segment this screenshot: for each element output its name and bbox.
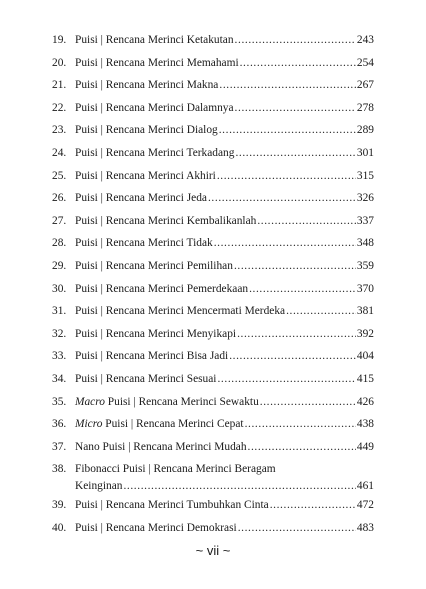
entry-title (75, 304, 285, 318)
entry-number: 38. (52, 463, 67, 476)
table-of-contents (52, 33, 374, 543)
entry-page-number: 254 (356, 56, 374, 69)
entry-number: 27. (52, 214, 67, 227)
toc-entry[interactable] (52, 56, 374, 79)
entry-title-text: Fibonacci Puisi | Rencana Merinci Beragam (75, 463, 276, 476)
entry-title (75, 521, 237, 535)
entry-number: 34. (52, 372, 67, 385)
entry-page-number: 278 (356, 101, 374, 114)
entry-title (75, 78, 218, 92)
toc-entry[interactable] (52, 191, 374, 214)
entry-number: 40. (52, 521, 67, 534)
entry-number: 21. (52, 79, 67, 92)
entry-title-prefix: Micro (75, 418, 103, 431)
entry-title (75, 259, 233, 273)
toc-entry[interactable] (52, 78, 374, 101)
entry-page-number: 315 (356, 169, 374, 182)
entry-page-number: 415 (356, 372, 374, 385)
dot-leader (235, 33, 356, 47)
entry-title-text: Puisi | Rencana Merinci Ketakutan (75, 34, 234, 46)
entry-page-number: 438 (356, 418, 374, 431)
entry-title-text: Puisi | Rencana Merinci Tidak (75, 237, 213, 250)
entry-title-text: Puisi | Rencana Merinci Jeda (75, 192, 207, 205)
entry-line-1 (75, 462, 374, 476)
entry-page-number: 472 (356, 499, 374, 512)
entry-title-text: Puisi | Rencana Merinci Terkadang (75, 146, 235, 159)
entry-title-text: Nano Puisi | Rencana Merinci Mudah (75, 440, 247, 453)
entry-line-2 (75, 479, 374, 493)
entry-title (75, 56, 239, 70)
entry-number: 23. (52, 124, 67, 137)
entry-body (75, 462, 374, 493)
entry-number: 24. (52, 146, 67, 159)
entry-page-number: 404 (356, 350, 374, 363)
entry-number: 26. (52, 192, 67, 205)
entry-number: 39. (52, 499, 67, 512)
dot-leader (219, 123, 356, 137)
toc-entry[interactable] (52, 123, 374, 146)
entry-number: 19. (52, 34, 67, 46)
entry-body (75, 282, 374, 296)
toc-entry[interactable] (52, 101, 374, 124)
entry-title (75, 146, 234, 160)
entry-body (75, 101, 374, 115)
entry-title-text: Puisi | Rencana Merinci Cepat (102, 418, 244, 431)
entry-title (75, 440, 247, 454)
entry-page-number: 426 (356, 395, 374, 408)
entry-body (75, 417, 374, 431)
entry-title-continuation: Keinginan (75, 480, 123, 493)
entry-number: 25. (52, 169, 67, 182)
entry-title-text: Puisi | Rencana Merinci Dialog (75, 124, 218, 137)
dot-leader (217, 372, 355, 386)
entry-body (75, 33, 374, 47)
toc-entry[interactable] (52, 146, 374, 169)
entry-title-text: Puisi | Rencana Merinci Kembalikanlah (75, 214, 257, 227)
dot-leader (229, 349, 356, 363)
entry-title-text: Puisi | Rencana Merinci Mencermati Merdeka (75, 305, 286, 318)
entry-title-text: Puisi | Rencana Merinci Demokrasi (75, 521, 237, 534)
entry-body (75, 327, 374, 341)
toc-entry[interactable] (52, 372, 374, 395)
toc-entry[interactable] (52, 395, 374, 418)
entry-page-number: 392 (356, 327, 374, 340)
entry-title (75, 372, 216, 386)
entry-title (75, 417, 244, 431)
entry-body (75, 214, 374, 228)
entry-title (75, 463, 276, 475)
entry-title (75, 191, 207, 205)
entry-title-text: Puisi | Rencana Merinci Bisa Jadi (75, 350, 229, 363)
entry-title (75, 236, 213, 250)
entry-title (75, 123, 218, 137)
toc-entry[interactable] (52, 498, 374, 521)
entry-title (75, 101, 234, 115)
entry-number: 29. (52, 259, 67, 272)
entry-number: 30. (52, 282, 67, 295)
entry-number: 20. (52, 56, 67, 69)
toc-entry[interactable] (52, 440, 374, 463)
toc-entry[interactable] (52, 521, 374, 544)
dot-leader (257, 214, 356, 228)
entry-body (75, 169, 374, 183)
entry-page-number: 381 (356, 305, 374, 318)
entry-title-text: Puisi | Rencana Merinci Tumbuhkan Cinta (75, 499, 269, 512)
entry-body (75, 146, 374, 160)
dot-leader (217, 169, 356, 183)
entry-body (75, 304, 374, 318)
dot-leader (235, 146, 355, 160)
toc-entry[interactable] (52, 282, 374, 305)
entry-title (75, 349, 228, 363)
entry-title (75, 395, 259, 409)
entry-page-number: 483 (356, 521, 374, 534)
dot-leader (249, 282, 356, 296)
entry-page-number: 267 (356, 79, 374, 92)
entry-body (75, 191, 374, 205)
entry-title (75, 498, 269, 512)
entry-title (75, 33, 234, 47)
dot-leader (248, 440, 356, 454)
entry-body (75, 123, 374, 137)
entry-number: 28. (52, 237, 67, 250)
entry-body (75, 521, 374, 535)
entry-title (75, 214, 256, 228)
toc-entry[interactable] (52, 417, 374, 440)
entry-page-number: 337 (356, 214, 374, 227)
entry-number: 37. (52, 440, 67, 453)
entry-title-text: Puisi | Rencana Merinci Sesuai (75, 372, 217, 385)
entry-body (75, 259, 374, 273)
entry-body (75, 372, 374, 386)
entry-body (75, 498, 374, 512)
entry-number: 33. (52, 350, 67, 363)
entry-page-number: 348 (356, 237, 374, 250)
entry-title-text: Puisi | Rencana Merinci Makna (75, 79, 219, 92)
entry-title-text: Puisi | Rencana Merinci Pemerdekaan (75, 282, 249, 295)
entry-title-prefix: Macro (75, 395, 105, 408)
dot-leader (235, 101, 356, 115)
entry-number: 22. (52, 101, 67, 114)
entry-number: 36. (52, 418, 67, 431)
dot-leader (237, 327, 356, 341)
toc-entry[interactable] (52, 259, 374, 282)
entry-title (75, 169, 216, 183)
entry-body (75, 56, 374, 70)
entry-page-number: 370 (356, 282, 374, 295)
dot-leader (219, 78, 356, 92)
entry-title-text: Puisi | Rencana Merinci Dalamnya (75, 101, 234, 114)
entry-title (75, 282, 248, 296)
dot-leader (240, 56, 356, 70)
entry-page-number: 449 (356, 440, 374, 453)
entry-page-number: 301 (356, 146, 374, 159)
entry-title-text: Puisi | Rencana Merinci Pemilihan (75, 259, 233, 272)
entry-page-number: 326 (356, 192, 374, 205)
toc-entry[interactable] (52, 462, 374, 498)
dot-leader (238, 521, 356, 535)
toc-entry[interactable] (52, 214, 374, 237)
toc-entry[interactable] (52, 349, 374, 372)
entry-page-number: 359 (356, 259, 374, 272)
entry-page-number: 243 (356, 34, 374, 46)
dot-leader (260, 395, 356, 409)
toc-entry[interactable] (52, 236, 374, 259)
entry-title-text: Puisi | Rencana Merinci Sewaktu (104, 395, 259, 408)
page-footer: ~ vii ~ (195, 543, 231, 558)
entry-page-number: 289 (356, 124, 374, 137)
entry-body (75, 78, 374, 92)
dot-leader (208, 191, 356, 205)
entry-number: 35. (52, 395, 67, 408)
entry-title-text: Puisi | Rencana Merinci Akhiri (75, 169, 216, 182)
dot-leader (245, 417, 356, 431)
toc-entry[interactable] (52, 169, 374, 192)
entry-body (75, 349, 374, 363)
entry-body (75, 236, 374, 250)
dot-leader (234, 259, 356, 273)
entry-title-text: Puisi | Rencana Merinci Memahami (75, 56, 239, 69)
entry-body (75, 395, 374, 409)
entry-title (75, 327, 236, 341)
entry-body (75, 440, 374, 454)
entry-page-number: 461 (356, 480, 374, 493)
dot-leader (286, 304, 356, 318)
dot-leader (214, 236, 356, 250)
toc-entry[interactable] (52, 304, 374, 327)
entry-number: 32. (52, 327, 67, 340)
dot-leader (123, 479, 355, 493)
entry-number: 31. (52, 305, 67, 318)
toc-entry[interactable] (52, 33, 374, 56)
entry-title-text: Puisi | Rencana Merinci Menyikapi (75, 327, 237, 340)
dot-leader (270, 498, 356, 512)
toc-entry[interactable] (52, 327, 374, 350)
